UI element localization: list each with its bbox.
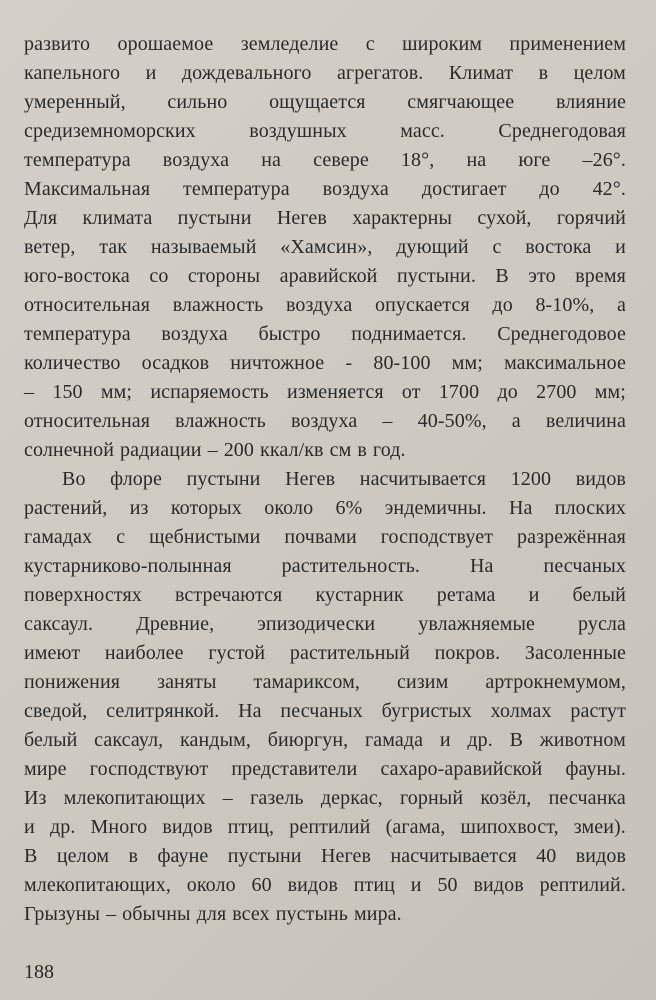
word: 60 (251, 874, 272, 896)
word: В (495, 265, 509, 287)
word: средиземноморских (24, 120, 196, 142)
word: сахаро-аравийской (380, 758, 543, 780)
word: кустарник (315, 584, 404, 606)
word: белый (24, 729, 78, 751)
word: а (616, 294, 626, 316)
word: понижения (24, 671, 121, 693)
word: Негев (321, 845, 372, 867)
word: пустынь (275, 903, 349, 925)
word: млекопитающих (63, 787, 206, 809)
word: песчаных (543, 555, 626, 577)
text-line (24, 349, 626, 378)
word: поверхностях (24, 584, 142, 606)
word: влажность (172, 294, 264, 316)
word: имеют (24, 642, 81, 664)
word: солнечной (24, 439, 115, 461)
word: воздуха (322, 178, 389, 200)
word: Во (62, 468, 86, 490)
word: ощущается (269, 91, 366, 113)
word: воздуха (286, 294, 353, 316)
word: заняты (157, 671, 217, 693)
text-line (24, 320, 626, 349)
word: воздуха (290, 410, 358, 432)
word: из (129, 497, 149, 519)
text-line (24, 146, 626, 175)
word: широким (402, 33, 483, 55)
word: - (345, 352, 353, 374)
word: развито (24, 33, 91, 55)
word: масс. (400, 120, 445, 142)
text-line (24, 117, 626, 146)
word: насчитывается (359, 468, 487, 490)
word: почвами (284, 526, 357, 548)
text-line (24, 697, 626, 726)
word: мира. (354, 903, 402, 925)
word: ветер, (24, 236, 76, 258)
word: видов (575, 468, 626, 490)
word: на (466, 149, 487, 171)
word: около (264, 497, 314, 519)
word: и (528, 584, 540, 606)
word: саксаул, (94, 729, 164, 751)
word: быстро (258, 323, 321, 345)
word: изменяется (286, 381, 384, 403)
word: сухой, (477, 207, 532, 229)
word: с (365, 33, 375, 55)
word: – (106, 903, 117, 925)
word: в (538, 62, 549, 84)
word: тамариксом, (253, 671, 360, 693)
word: характерны (352, 207, 453, 229)
word: насчитывается (390, 845, 517, 867)
word: В (24, 845, 38, 867)
word: до (492, 294, 513, 316)
word: применением (509, 33, 626, 55)
word: 1700 (438, 381, 480, 403)
word: количество (24, 352, 121, 374)
word: господствуют (89, 758, 209, 780)
word: покров. (434, 642, 501, 664)
word: пустыни (227, 845, 302, 867)
word: в (357, 439, 367, 461)
word: 2700 (536, 381, 577, 403)
word: холмах (490, 700, 552, 722)
paragraph (24, 465, 626, 929)
text-line (24, 523, 626, 552)
word: агрегатов. (336, 62, 424, 84)
word: Максимальная (24, 178, 151, 200)
word: –26°. (582, 149, 626, 171)
word: деркас, (320, 787, 383, 809)
word: птиц, (227, 816, 275, 838)
word: с (492, 236, 502, 258)
word: рептилий. (539, 874, 626, 896)
word: от (401, 381, 421, 403)
word: растут (570, 700, 626, 722)
word: 40 (536, 845, 557, 867)
word: юге (518, 149, 551, 171)
word: газель (250, 787, 304, 809)
word: относительная (24, 294, 151, 316)
word: Среднегодовое (497, 323, 626, 345)
word: сизим (397, 671, 449, 693)
word: для (196, 903, 227, 925)
text-line (24, 784, 626, 813)
word: около (186, 874, 236, 896)
text-line (24, 291, 626, 320)
word: растительный (289, 642, 410, 664)
text-line (24, 436, 626, 465)
word: гамадах (24, 526, 93, 548)
word: испаряемость (150, 381, 269, 403)
word: растений, (24, 497, 108, 519)
word: влияние (555, 91, 626, 113)
word: встречаются (174, 584, 283, 606)
word: 8-10%, (535, 294, 595, 316)
word: горный (399, 787, 464, 809)
word: видов (162, 816, 213, 838)
word: На (508, 497, 533, 519)
word: год. (372, 439, 406, 461)
word: Из (24, 787, 47, 809)
text-line (24, 900, 626, 929)
word: поднимается. (351, 323, 467, 345)
word: В (509, 729, 524, 751)
word: 18°, (400, 149, 435, 171)
word: флоре (110, 468, 162, 490)
word: кустарниково-полынная (24, 555, 232, 577)
text-line (24, 262, 626, 291)
text-line (24, 465, 626, 494)
word: климата (82, 207, 153, 229)
word: эндемичны. (384, 497, 487, 519)
word: дующий (396, 236, 469, 258)
word: и (410, 874, 422, 896)
word: осадков (141, 352, 210, 374)
word: мм; (100, 381, 133, 403)
word: смягчающее (407, 91, 515, 113)
word: см (329, 439, 352, 461)
word: влажность (175, 410, 266, 432)
word: горячий (556, 207, 626, 229)
word: мм; (594, 381, 626, 403)
word: фауны. (565, 758, 626, 780)
word: ккал/кв (260, 439, 324, 461)
word: Грызуны (24, 903, 101, 925)
text-line (24, 639, 626, 668)
word: гамада (364, 729, 424, 751)
word: относительная (24, 410, 151, 432)
word: мире (24, 758, 67, 780)
word: представители (231, 758, 358, 780)
word: рептилий (289, 816, 371, 838)
text-line (24, 233, 626, 262)
word: всех (232, 903, 270, 925)
word: и (439, 729, 451, 751)
word: до (539, 178, 560, 200)
text-line (24, 813, 626, 842)
word: – (382, 410, 393, 432)
word: максимальное (504, 352, 626, 374)
word: это (528, 265, 556, 287)
word: дождевального (181, 62, 312, 84)
word: со (149, 265, 169, 287)
text-line (24, 88, 626, 117)
word: шипохвост, (460, 816, 559, 838)
word: др. (49, 816, 76, 838)
text-line (24, 668, 626, 697)
word: густой (208, 642, 266, 664)
word: ничтожное (230, 352, 325, 374)
word: русла (578, 613, 626, 635)
word: животном (539, 729, 626, 751)
word: 150 (52, 381, 83, 403)
word: (агама, (385, 816, 446, 838)
word: мм; (451, 352, 483, 374)
word: орошаемое (117, 33, 214, 55)
word: саксаул. (24, 613, 94, 635)
word: 6% (335, 497, 363, 519)
word: видов (575, 845, 626, 867)
word: целом (56, 845, 110, 867)
word: юго-востока (24, 265, 130, 287)
word: Для (24, 207, 58, 229)
word: др. (467, 729, 493, 751)
word: радиации (120, 439, 202, 461)
word: воздушных (249, 120, 347, 142)
word: Древние, (136, 613, 215, 635)
word: величина (545, 410, 626, 432)
word: «Хамсин», (280, 236, 373, 258)
word: востока (525, 236, 592, 258)
text-line (24, 871, 626, 900)
word: в (128, 845, 139, 867)
word: 40-50%, (417, 410, 487, 432)
word: умеренный, (24, 91, 126, 113)
word: 80-100 (373, 352, 431, 374)
word: птиц (353, 874, 395, 896)
word: млекопитающих, (24, 874, 171, 896)
word: до (497, 381, 518, 403)
word: Климат (448, 62, 514, 84)
word: 200 (223, 439, 255, 461)
word: аравийской (279, 265, 378, 287)
word: пустыни. (396, 265, 476, 287)
word: 42°. (592, 178, 626, 200)
text-line (24, 30, 626, 59)
text-line (24, 610, 626, 639)
text-line (24, 552, 626, 581)
word: так (99, 236, 128, 258)
word: капельного (24, 62, 121, 84)
word: температура (183, 178, 290, 200)
word: растительность. (281, 555, 421, 577)
word: температура (24, 149, 131, 171)
word: На (470, 555, 494, 577)
word: температура (24, 323, 131, 345)
text-line (24, 175, 626, 204)
word: плоских (554, 497, 626, 519)
word: достигает (421, 178, 507, 200)
word: пустыни (177, 207, 252, 229)
word: увлажняемые (418, 613, 535, 635)
word: песчанка (548, 787, 626, 809)
text-line (24, 59, 626, 88)
word: бугристых (381, 700, 472, 722)
word: стороны (187, 265, 261, 287)
word: 1200 (510, 468, 552, 490)
word: щебнистыми (149, 526, 261, 548)
text-line (24, 204, 626, 233)
word: целом (573, 62, 626, 84)
word: артрокнемумом, (485, 671, 626, 693)
word: и (615, 236, 626, 258)
word: а (511, 410, 521, 432)
word: и (24, 816, 35, 838)
word: воздуха (161, 323, 228, 345)
text-line (24, 755, 626, 784)
word: – (222, 787, 233, 809)
word: ретама (436, 584, 496, 606)
word: господствует (380, 526, 494, 548)
text-line (24, 581, 626, 610)
word: сильно (167, 91, 228, 113)
word: селитрянкой. (106, 700, 220, 722)
word: змеи). (573, 816, 626, 838)
word: эпизодически (257, 613, 376, 635)
text-line (24, 494, 626, 523)
word: – (24, 381, 35, 403)
word: которых (170, 497, 242, 519)
word: опускается (374, 294, 470, 316)
word: называемый (150, 236, 257, 258)
word: белый (572, 584, 626, 606)
text-line (24, 842, 626, 871)
word: Среднегодовая (498, 120, 626, 142)
paragraph (24, 30, 626, 465)
word: время (575, 265, 626, 287)
word: севере (313, 149, 369, 171)
word: сведой, (24, 700, 88, 722)
word: кандым, (180, 729, 251, 751)
word: биюргун, (267, 729, 349, 751)
word: разрежённая (517, 526, 626, 548)
word: Негев (276, 207, 327, 229)
word: и (145, 62, 157, 84)
word: пустыни (186, 468, 261, 490)
word: земледелие (240, 33, 339, 55)
word: с (116, 526, 126, 548)
text-body (24, 30, 626, 929)
word: Засоленные (524, 642, 626, 664)
word: песчаных (280, 700, 363, 722)
word: видов (473, 874, 524, 896)
word: воздуха (162, 149, 230, 171)
text-line (24, 378, 626, 407)
word: обычны (122, 903, 191, 925)
word: на (261, 149, 282, 171)
page-number: 188 (24, 961, 54, 983)
word: видов (287, 874, 338, 896)
word: фауне (157, 845, 209, 867)
text-line (24, 407, 626, 436)
word: Много (90, 816, 148, 838)
word: На (238, 700, 262, 722)
text-line (24, 726, 626, 755)
word: – (207, 439, 218, 461)
word: козёл, (480, 787, 532, 809)
word: Негев (285, 468, 336, 490)
word: 50 (437, 874, 458, 896)
word: наиболее (104, 642, 184, 664)
